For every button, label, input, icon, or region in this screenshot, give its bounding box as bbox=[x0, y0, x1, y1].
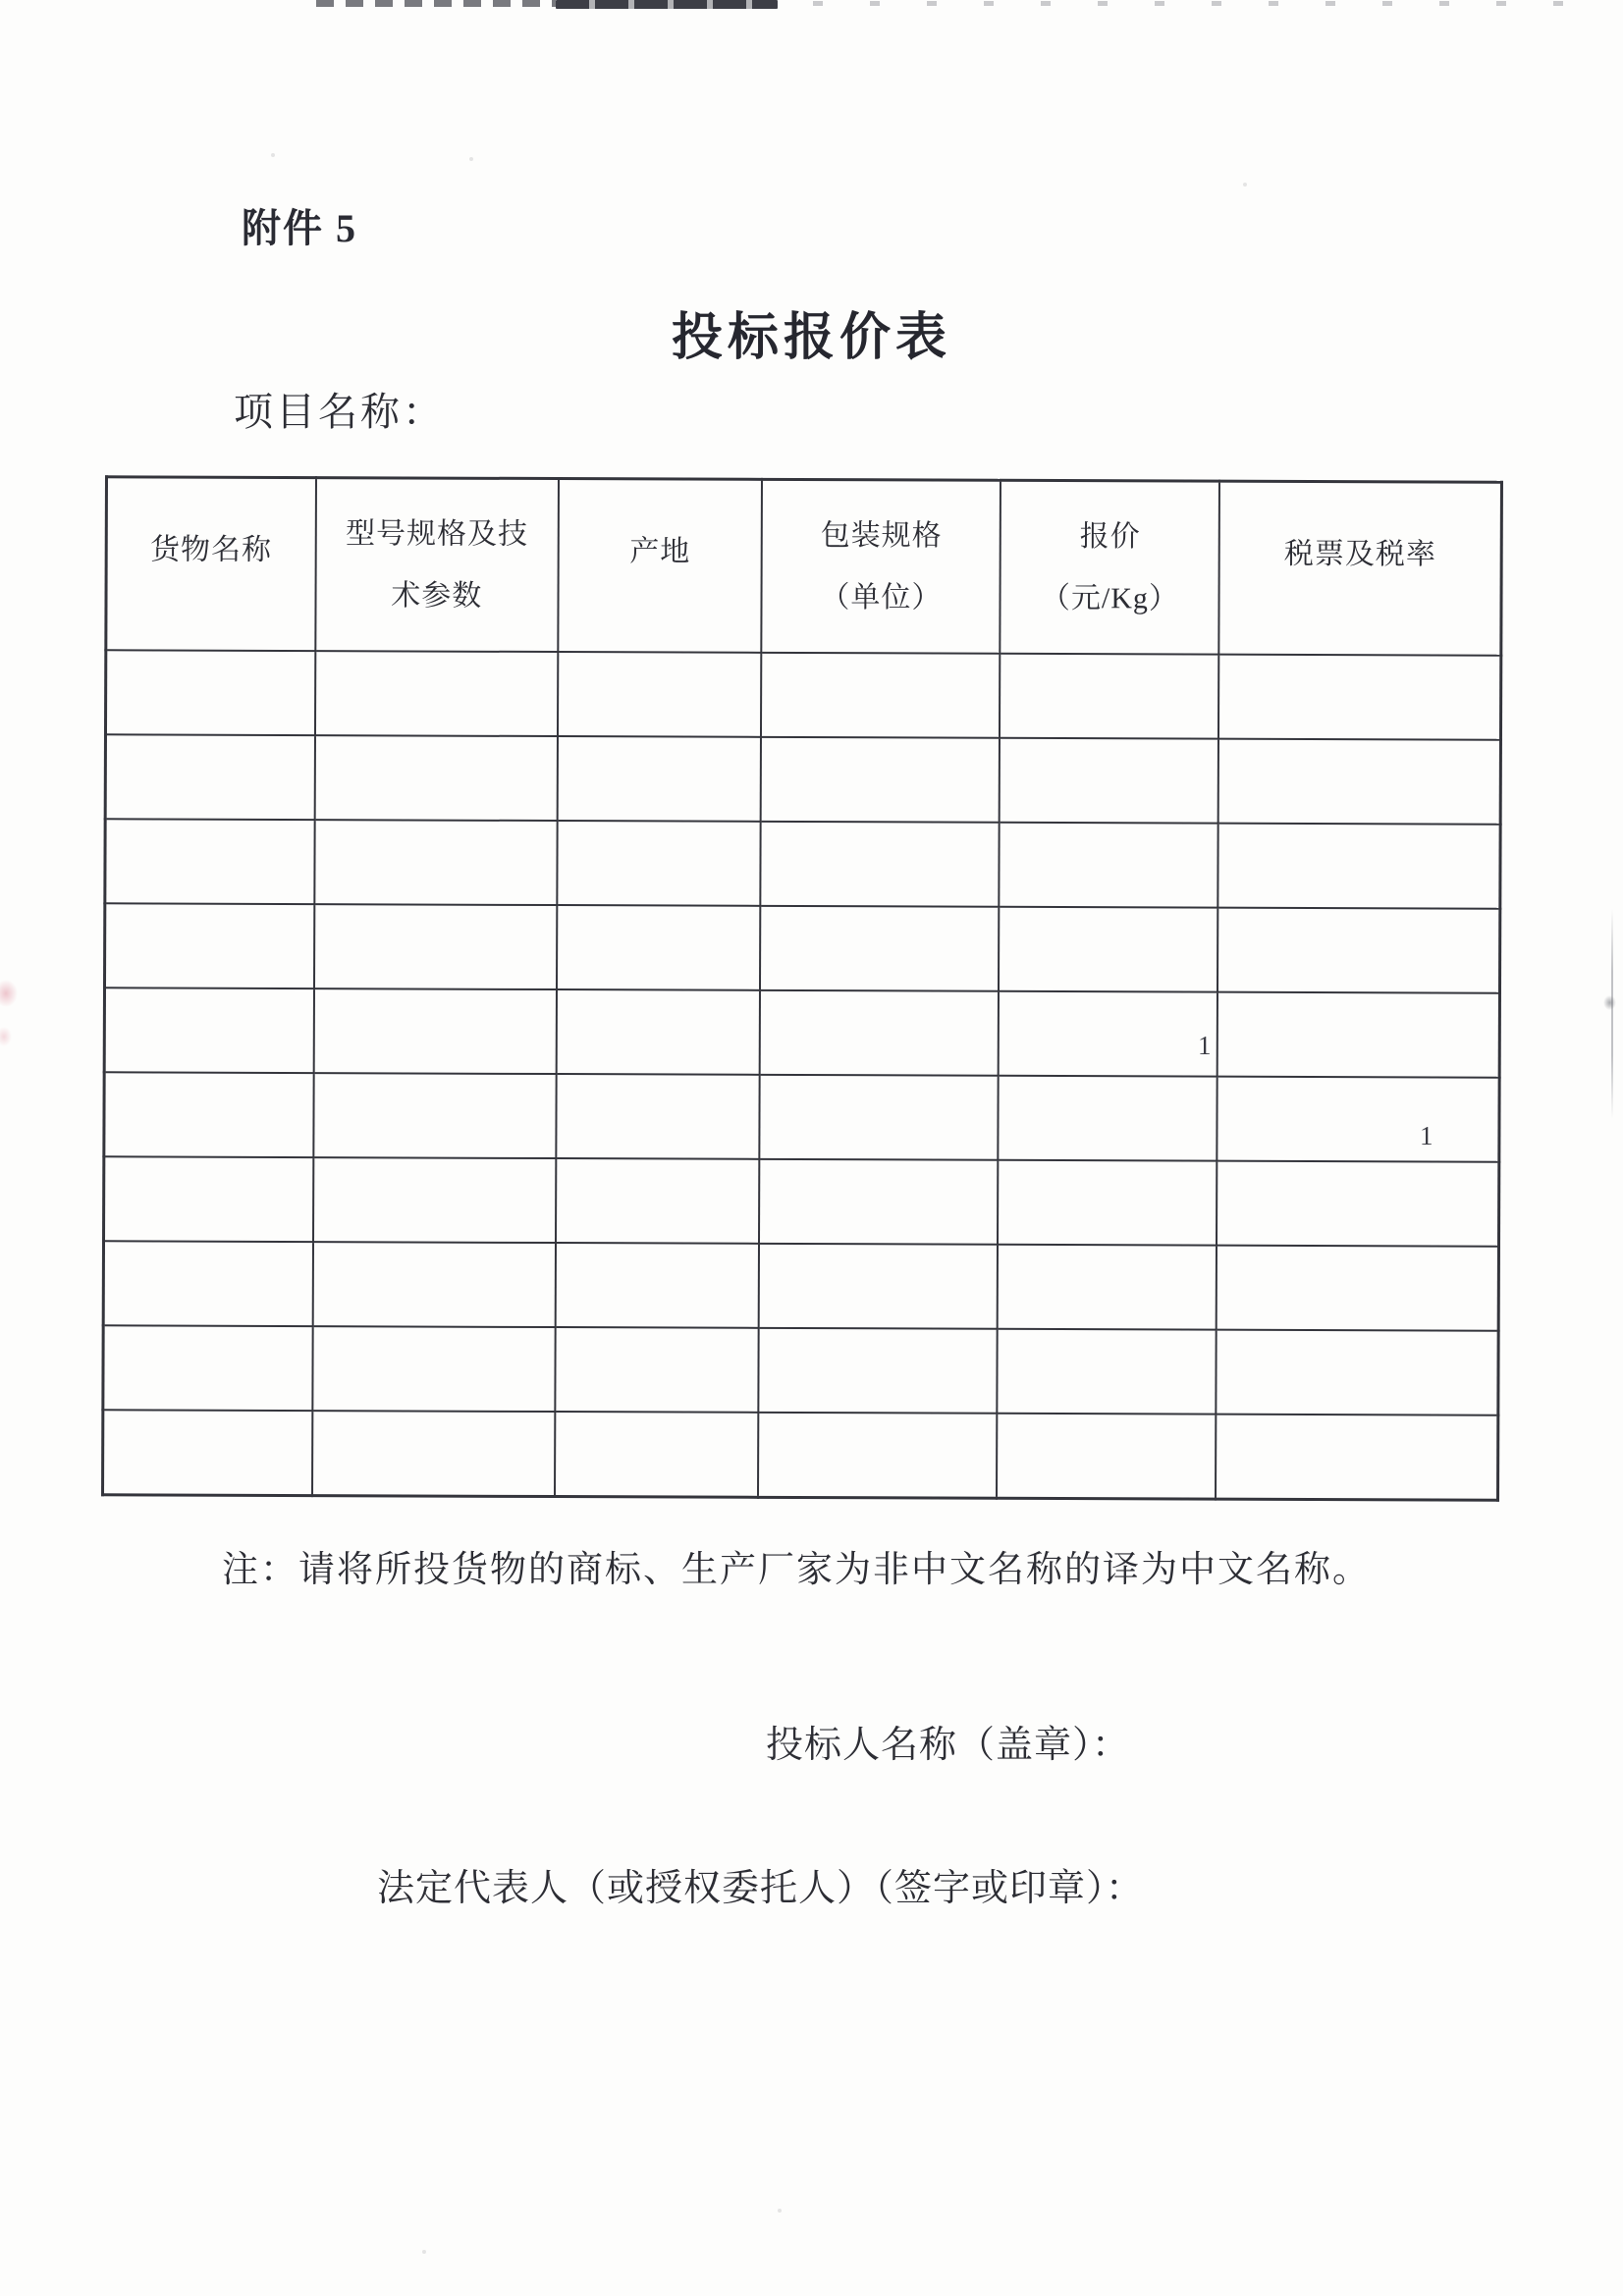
table-cell bbox=[998, 1329, 1217, 1415]
stray-mark: 1 bbox=[1198, 1031, 1212, 1060]
table-cell bbox=[314, 735, 558, 821]
table-cell bbox=[104, 1072, 313, 1157]
table-cell bbox=[999, 991, 1217, 1077]
header-label: 税票及税率 bbox=[1283, 537, 1436, 570]
table-cell bbox=[105, 819, 314, 904]
stray-mark: 1 bbox=[1420, 1121, 1434, 1150]
table-cell bbox=[103, 1410, 312, 1495]
table-cell bbox=[759, 1244, 998, 1329]
scan-artifact-top-streak bbox=[813, 1, 1598, 6]
table-cell bbox=[1217, 908, 1499, 993]
table-cell bbox=[998, 1160, 1217, 1246]
table-row bbox=[104, 1156, 1499, 1246]
table-cell bbox=[312, 1326, 556, 1412]
table-cell bbox=[557, 821, 761, 906]
table-cell bbox=[104, 988, 313, 1073]
table-cell bbox=[761, 653, 1000, 738]
table-body bbox=[103, 650, 1501, 1500]
table-cell bbox=[761, 822, 1000, 907]
table-cell bbox=[313, 1073, 557, 1158]
table-row bbox=[104, 988, 1499, 1077]
table-row bbox=[103, 1325, 1498, 1415]
table-cell bbox=[312, 1411, 556, 1496]
scan-artifact-top-streak bbox=[556, 0, 778, 9]
table-cell bbox=[999, 907, 1217, 992]
table-cell bbox=[1218, 739, 1500, 825]
header-label: 术参数 bbox=[391, 579, 483, 613]
table-row bbox=[104, 903, 1499, 992]
table-cell bbox=[558, 652, 762, 737]
table-cell bbox=[556, 1074, 760, 1159]
table-cell bbox=[1217, 1246, 1498, 1331]
header-label: 型号规格及技 bbox=[345, 517, 529, 551]
legal-representative-label: 法定代表人（或授权委托人）（签字或印章）： bbox=[377, 1868, 1145, 1909]
header-label: 产地 bbox=[629, 534, 691, 568]
scan-artifact-speck bbox=[1243, 183, 1247, 187]
table-cell bbox=[1217, 1077, 1499, 1162]
column-header-quote-price bbox=[1001, 480, 1220, 654]
note-text: 注：请将所投货物的商标、生产厂家为非中文名称的译为中文名称。 bbox=[222, 1550, 1371, 1590]
table-row bbox=[104, 1072, 1499, 1161]
table-row bbox=[105, 650, 1500, 739]
table-cell bbox=[760, 990, 999, 1076]
column-header-model-spec bbox=[315, 478, 559, 652]
column-header-origin bbox=[558, 479, 762, 653]
table-cell bbox=[1217, 1161, 1498, 1247]
table-cell bbox=[555, 1412, 759, 1497]
table-cell bbox=[556, 1243, 760, 1328]
table-cell bbox=[1218, 824, 1500, 909]
table-row bbox=[103, 1241, 1498, 1330]
table-row bbox=[103, 1410, 1498, 1500]
table-cell bbox=[1218, 655, 1500, 740]
table-cell bbox=[314, 820, 558, 905]
table-cell bbox=[315, 651, 559, 736]
header-label: （元/Kg） bbox=[1040, 581, 1179, 615]
table-header-row bbox=[106, 477, 1502, 656]
table-cell bbox=[557, 989, 761, 1075]
table-cell bbox=[555, 1327, 759, 1413]
table-cell bbox=[557, 905, 761, 990]
quotation-table bbox=[101, 475, 1503, 1501]
table-cell bbox=[314, 904, 558, 989]
table-cell bbox=[103, 1241, 312, 1326]
scan-artifact-pink-smudge bbox=[0, 1027, 12, 1046]
table-cell bbox=[1217, 1330, 1498, 1415]
table-cell bbox=[998, 1245, 1217, 1330]
header-label: 包装规格 bbox=[820, 519, 943, 553]
table-cell bbox=[312, 1242, 556, 1327]
attachment-label: 附件 5 bbox=[242, 206, 357, 250]
table-cell bbox=[556, 1158, 760, 1244]
table-cell bbox=[760, 906, 999, 991]
table-row bbox=[105, 734, 1500, 824]
table-cell bbox=[105, 734, 314, 820]
scan-artifact-top-streak bbox=[316, 0, 556, 7]
scan-artifact-pink-smudge bbox=[0, 980, 18, 1007]
scan-artifact-speck bbox=[271, 153, 275, 157]
table-cell bbox=[313, 988, 557, 1074]
quotation-table-wrapper bbox=[101, 475, 1503, 1501]
column-header-packaging bbox=[762, 479, 1001, 653]
header-label: 报价 bbox=[1079, 520, 1141, 554]
project-name-label: 项目名称： bbox=[234, 390, 445, 434]
table-cell bbox=[760, 1075, 999, 1160]
scan-artifact-edge-smudge bbox=[1603, 995, 1616, 1010]
table-cell bbox=[313, 1157, 557, 1243]
table-cell bbox=[761, 737, 1000, 823]
header-label: （单位） bbox=[820, 581, 943, 614]
header-label: 货物名称 bbox=[149, 532, 273, 566]
table-cell bbox=[759, 1328, 998, 1414]
column-header-goods-name bbox=[106, 477, 316, 651]
scan-artifact-speck bbox=[422, 2250, 426, 2254]
table-cell bbox=[104, 1156, 313, 1242]
table-cell bbox=[103, 1325, 312, 1411]
table-cell bbox=[759, 1159, 998, 1245]
column-header-tax bbox=[1219, 481, 1502, 656]
table-cell bbox=[758, 1413, 997, 1498]
table-header bbox=[106, 477, 1502, 656]
table-row bbox=[105, 819, 1500, 908]
scan-artifact-speck bbox=[469, 157, 473, 161]
table-cell bbox=[1000, 738, 1218, 824]
bidder-name-label: 投标人名称（盖章）： bbox=[766, 1725, 1131, 1766]
table-cell bbox=[1216, 1415, 1497, 1501]
table-cell bbox=[997, 1414, 1216, 1499]
page-title: 投标报价表 bbox=[671, 310, 951, 366]
table-cell bbox=[104, 903, 313, 988]
table-cell bbox=[1000, 654, 1218, 739]
scan-artifact-page-edge-line bbox=[1611, 909, 1613, 1119]
table-cell bbox=[999, 1076, 1217, 1161]
table-cell bbox=[105, 650, 314, 735]
scan-artifact-speck bbox=[778, 2209, 782, 2213]
table-cell bbox=[558, 736, 762, 822]
table-cell bbox=[1000, 823, 1218, 908]
table-cell bbox=[1217, 992, 1499, 1078]
